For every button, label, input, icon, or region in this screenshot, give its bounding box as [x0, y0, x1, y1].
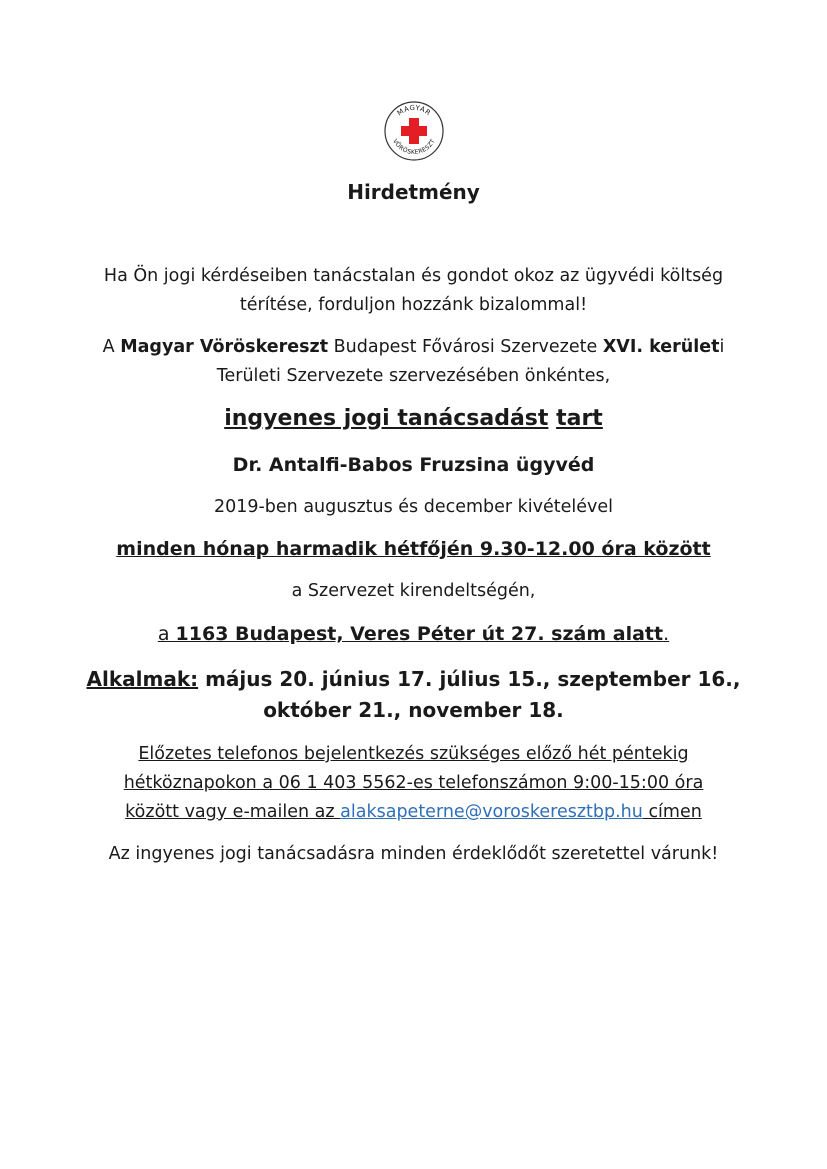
dates-line-1 [60, 664, 767, 695]
dates-label: Alkalmak: [86, 667, 199, 691]
registration-line-1: Előzetes telefonos bejelentkezés szükséges előző hét péntekig [138, 744, 689, 764]
address-prefix: a [157, 623, 176, 645]
closing-line: Az ingyenes jogi tanácsadásra minden érdeklődőt szeretettel várunk! [108, 844, 719, 864]
schedule: minden hónap harmadik hétfőjén 9.30-12.00 óra között [116, 538, 711, 560]
registration-line-2: hétköznapokon a 06 1 403 5562-es telefonszámon 9:00-15:00 óra [123, 773, 704, 793]
address-text: 1163 Budapest, Veres Péter út 27. szám alatt [175, 623, 664, 645]
intro-paragraph [60, 262, 767, 320]
location-intro: a Szervezet kirendeltségén, [291, 581, 536, 601]
org-prefix: A [102, 337, 121, 357]
org-district: XVI. kerület [602, 337, 720, 357]
headline-part-2: tart [556, 406, 603, 431]
logo-text-bottom: VÖRÖSKERESZT [391, 138, 437, 157]
lawyer-name: Dr. Antalfi-Babos Fruzsina ügyvéd [232, 454, 595, 476]
registration-line-3-suffix: címen [642, 802, 702, 822]
address [60, 620, 767, 649]
dates-line-2: október 21., november 18. [263, 698, 564, 722]
page-title: Hirdetmény [347, 180, 480, 204]
org-district-suffix: i [719, 337, 725, 357]
org-name: Magyar Vöröskereszt [120, 337, 329, 357]
organization-paragraph [60, 333, 767, 391]
address-suffix: . [663, 623, 670, 645]
organization-line-2: Területi Szervezete szervezésében önkéntes, [216, 366, 611, 386]
registration-block [60, 740, 767, 827]
red-cross-logo [383, 100, 445, 162]
intro-line-2: térítése, forduljon hozzánk bizalommal! [239, 295, 588, 315]
dates-line-1-text: május 20. június 17. július 15., szeptember 16., [198, 667, 741, 691]
dates-block [60, 664, 767, 726]
registration-line-3 [60, 798, 767, 827]
intro-line-1: Ha Ön jogi kérdéseiben tanácstalan és gondot okoz az ügyvédi költség [103, 266, 724, 286]
logo-text-top: MAGYAR [395, 103, 433, 118]
registration-line-3-prefix: között vagy e-mailen az [125, 802, 341, 822]
headline-part-1: ingyenes jogi tanácsadást [224, 406, 549, 431]
organization-line-1 [60, 333, 767, 362]
exception-note: 2019-ben augusztus és december kivételével [213, 497, 614, 517]
org-middle: Budapest Fővárosi Szervezete [328, 337, 603, 357]
email-link[interactable]: alaksapeterne@voroskeresztbp.hu [340, 802, 643, 822]
headline [60, 404, 767, 434]
